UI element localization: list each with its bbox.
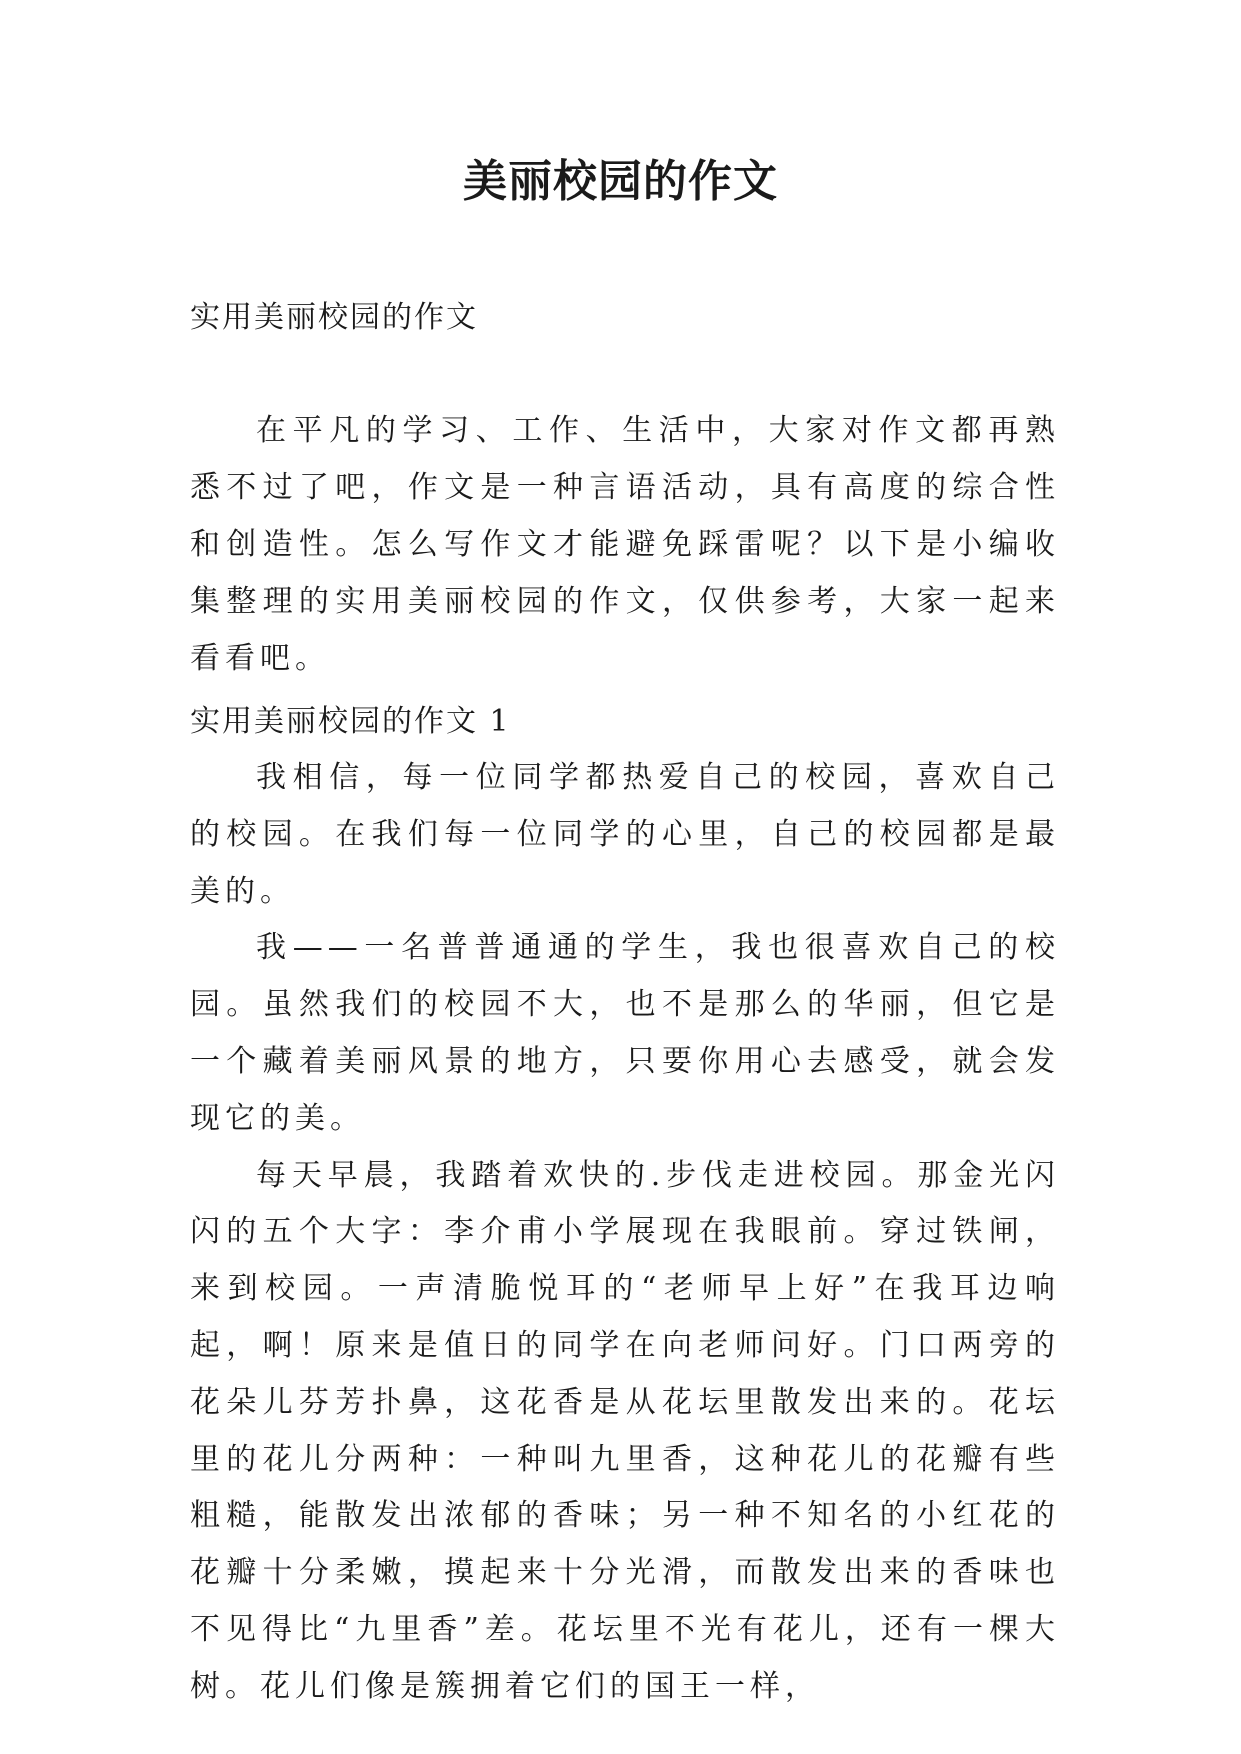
document-title: 美丽校园的作文	[463, 156, 778, 207]
essay-body	[190, 750, 1060, 1716]
essay-paragraph: 我相信，每一位同学都热爱自己的校园，喜欢自己的校园。在我们每一位同学的心里，自己的校园都是最美的。	[190, 760, 1060, 909]
section-heading: 实用美丽校园的作文 1	[190, 704, 511, 739]
intro-paragraph: 在平凡的学习、工作、生活中，大家对作文都再熟悉不过了吧，作文是一种言语活动，具有高度的综合性和创造性。怎么写作文才能避免踩雷呢？以下是小编收集整理的实用美丽校园的作文，仅供参考，大家一起来看看吧。	[190, 413, 1060, 676]
document-subtitle: 实用美丽校园的作文	[190, 300, 478, 335]
essay-paragraph: 我——一名普普通通的学生，我也很喜欢自己的校园。虽然我们的校园不大，也不是那么的华丽，但它是一个藏着美丽风景的地方，只要你用心去感受，就会发现它的美。	[190, 930, 1060, 1136]
essay-paragraph: 每天早晨，我踏着欢快的.步伐走进校园。那金光闪闪的五个大字：李介甫小学展现在我眼前。穿过铁闸，来到校园。一声清脆悦耳的“老师早上好”在我耳边响起，啊！原来是值日的同学在向老师问好。门口两旁的花朵儿芬芳扑鼻，这花香是从花坛里散发出来的。花坛里的花儿分两种：一种叫九里香，这种花儿的花瓣有些粗糙，能散发出浓郁的香味；另一种不知名的小红花的花瓣十分柔嫩，摸起来十分光滑，而散发出来的香味也不见得比“九里香”差。花坛里不光有花儿，还有一棵大树。花儿们像是簇拥着它们的国王一样，	[190, 1157, 1060, 1704]
